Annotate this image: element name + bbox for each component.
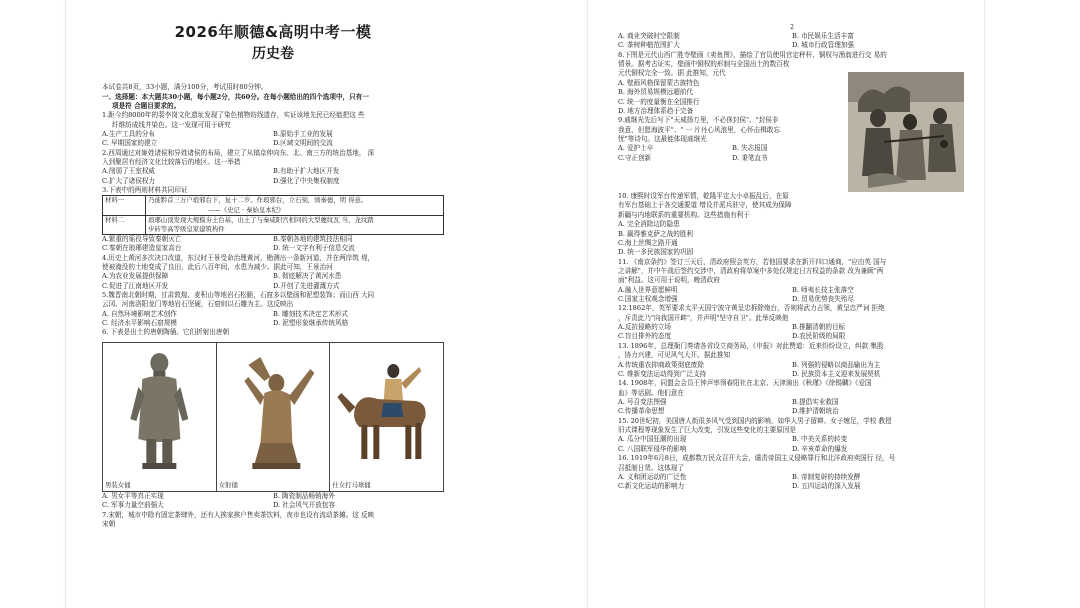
question-stem: 宋朝: [102, 519, 116, 528]
option-b: B. 陶瓷制品畅销海外: [273, 491, 335, 500]
figurine-images: [102, 342, 444, 492]
polo-horse-rider-figurine-image: [330, 347, 443, 475]
question-16: [618, 454, 966, 491]
question-stem: 我意，但愿海波平"、" 一 片丹心风浪里，心怀击楫敢忘: [618, 125, 780, 134]
option-d: D. 辛亥革命的爆发: [792, 444, 848, 453]
question-8: [618, 51, 966, 192]
exam-intro: 本试卷共8页，33小题，满分100分，考试用时80分钟。: [102, 83, 268, 92]
option-a: A.反抗侵略的立场: [618, 323, 672, 332]
question-stem: 15. 20世纪初，美国唐人街很多风气受到国内的影响，如华人男子留辫、女子缠足，学校 教授: [618, 416, 892, 425]
option-c: C.国家主权观念增强: [618, 295, 678, 304]
question-stem: 面"利益。这可用于说明，晚清政府: [618, 276, 720, 285]
option-d: D.维护清朝统治: [792, 407, 839, 416]
question-6: [102, 328, 444, 510]
question-stem: 9.戚继光先后写下"天威扬万里，不必侈封侯"、"封侯非: [618, 116, 779, 125]
option-b: B. 彻底解决了黄河水患: [273, 272, 342, 281]
image-caption: 仕女打马球俑: [332, 480, 371, 489]
option-a: A. 号召变法图强: [618, 397, 667, 406]
figurine-cell-2: [217, 343, 331, 491]
question-2: [102, 149, 444, 186]
question-3: [102, 186, 444, 253]
question-stem: 13. 1896年，总理衙门奏请各省设立商务局，《申报》对此赞道：近来纷纷设立，纠款 集股: [618, 341, 884, 350]
male-attire-female-figurine-image: [103, 347, 216, 475]
option-d: D.农民阶级的局限: [792, 332, 846, 341]
option-a: A. 完全消除边防隐患: [618, 220, 680, 229]
question-stem: 纤维纺成线并染色。这一发现可用于研究: [112, 120, 231, 129]
figurine-cell-3: [330, 343, 443, 491]
option-b: B. 赢得雅克萨之战的胜利: [618, 229, 693, 238]
option-c: C. 统一的度量衡在全国推行: [618, 97, 700, 106]
question-5: [102, 291, 444, 328]
option-b: B. 中美关系的转变: [792, 435, 848, 444]
exam-subtitle: 历史卷: [252, 46, 294, 63]
question-stem: 召抵制日货。这体现了: [618, 463, 684, 472]
material-1-text: 乃徙黔首三万户琅邪台下，复十二岁。作琅邪台，立石刻，颂秦德，明 得意。: [148, 196, 368, 205]
question-7-options: [618, 32, 966, 51]
question-stem: ，协力兴建，可见风气大开。据此推知: [618, 351, 731, 360]
question-stem: 2.西周通过对姬姓诸侯和异姓诸侯的布局，建立了从镐京伸向东、北、南三方的统治基地， 深: [102, 148, 375, 157]
option-c: C. 茶树种植范围扩大: [618, 41, 680, 50]
option-d: D. 泥塑形象继承传统风格: [273, 319, 349, 328]
exam-title: 2026年顺德&高明中考一模: [174, 23, 372, 41]
option-a: A. 男女平等真正实现: [102, 491, 164, 500]
option-c: C.海上丝绸之路开通: [618, 238, 678, 247]
option-c: C. 军事力量空前强大: [102, 501, 164, 510]
option-d: D. 统一文字有利于信息交流: [273, 244, 355, 253]
question-stem: 12.1862年，英军要求太平天国宁波守黄呈忠拆除炮台，否则将武力占领，黄呈忠严词 拒绝: [618, 304, 885, 313]
question-stem: 14. 1908年，同盟会会员王钟声率领春阳社在北京、天津演出《秋瑾》《徐锡麟》《爱国: [618, 379, 872, 388]
question-stem: 元代铜权完全一致。据 此推知，元代: [618, 69, 726, 78]
question-13: [618, 342, 966, 379]
material-table: [102, 195, 444, 234]
material-1-cell: [146, 196, 444, 215]
question-stem: ，斥责此乃"向我国开衅"，并声明"坚守自卫"。此举反映他: [618, 313, 789, 322]
option-a: A. 义和团运动的广泛性: [618, 472, 687, 481]
option-b: B.提倡实业救国: [792, 397, 839, 406]
option-d: D. 地方治理体系趋于完备: [618, 106, 694, 115]
question-stem: 10. 康熙时设军台传递军情，乾隆平定大小卓振乱后，在原: [618, 192, 789, 201]
option-d: D. 贸易优势丧失殆尽: [792, 295, 854, 304]
fish-selling-mural-image: [848, 72, 964, 192]
question-7: [102, 511, 444, 530]
question-11: [618, 258, 966, 305]
option-c: C.秦朝在琅琊建造皇家高台: [102, 244, 182, 253]
option-a: A. 爱护士卒: [618, 144, 654, 153]
option-d: D. 社会风气开放包容: [273, 501, 335, 510]
option-d: D. 统一多民族国家的巩固: [618, 248, 694, 257]
option-a: A.为农业发展提供保障: [102, 272, 169, 281]
option-a: A.繁重的徭役导致秦朝灭亡: [102, 234, 182, 243]
option-d: D. 五四运动的深入发展: [792, 482, 861, 491]
question-15: [618, 417, 966, 454]
option-a: A.生产工具的分布: [102, 129, 156, 138]
option-d: D. 民族资本主义迎来发展契机: [792, 369, 881, 378]
material-2-text: 琅琊山顶发现大规模夯土台基，出土了与秦咸阳宫相同的大型夔纹瓦 当、龙纹踏: [148, 215, 374, 224]
option-c: C. 经济水平影响石窟规模: [102, 319, 177, 328]
question-stem: 3.下表中的两则材料共同印证: [102, 186, 188, 195]
option-d: D. 秉笔直书: [732, 153, 768, 162]
exam-page-1: [66, 0, 458, 608]
option-b: B. 帝制复辟的持续发酵: [792, 472, 861, 481]
question-stem: 6. 下表是出土的唐朝陶俑。它们折射出唐朝: [102, 328, 230, 337]
page-gap: [458, 0, 588, 608]
question-1: [102, 111, 444, 148]
option-a: A. 自然环境影响艺术创作: [102, 309, 177, 318]
question-9: [618, 116, 846, 163]
option-c: C.促进了江南地区开发: [102, 281, 169, 290]
option-b: B. 雕刻技术决定艺术形式: [273, 309, 348, 318]
question-10: [618, 192, 966, 258]
material-2-label: 材料二: [103, 215, 146, 234]
material-1-label: 材料一: [103, 196, 146, 215]
page-number: 2: [790, 24, 794, 31]
option-c: C. 维新变法运动得到广泛支持: [618, 369, 707, 378]
option-a: A. 商业突破时空限制: [618, 32, 680, 40]
option-b: B. 列强的侵略以商品输出为主: [792, 360, 881, 369]
material-1-source: ——《史记 · 秦始皇本纪》: [208, 205, 285, 214]
option-b: B.推翻清朝的目标: [792, 323, 846, 332]
option-c: C.扩大了诸侯权力: [102, 176, 156, 185]
question-stem: 忧"等诗句。这最能体现戚继光: [618, 134, 707, 143]
image-caption: 女射俑: [218, 480, 238, 489]
question-4: [102, 254, 444, 291]
option-c: C.新文化运动的影响力: [618, 482, 685, 491]
option-a: A.削弱了王室权威: [102, 167, 156, 176]
question-stem: 之讲解"，并中午战后签约交涉中，清政府将草案中多处仅规定日方权益的条款 改为兼顾"两: [618, 266, 884, 275]
image-caption: 男装女俑: [105, 480, 131, 489]
figurine-cell-1: [103, 343, 217, 491]
question-stem: 4.历史上黄河多次决口改道，东汉时王景受命治理黄河，勘测出一条新河道，并在两岸筑 堤，: [102, 253, 375, 262]
section-heading-line1: 一、选择题：本大题共30小题，每小题2分，共60分。在每小题给出的四个选项中，只有一: [102, 92, 369, 101]
option-a: A. 壁画风格保留蒙古族特色: [618, 78, 700, 87]
option-a: A. 瓜分中国狂潮的出现: [618, 435, 687, 444]
question-stem: 新疆与内地联系的重要机构。这些措施有利于: [618, 210, 750, 219]
question-stem: 有军台基础上于各交通要道 增设并派兵驻守，使其成为保障: [618, 201, 792, 210]
option-c: C. 早期国家的建立: [102, 139, 158, 148]
question-14: [618, 379, 966, 416]
question-stem: 5.魏晋南北朝时期，甘肃敦煌、麦积山等地岩石松脆，石窟多以壁画和泥塑装饰；而山西 大同: [102, 291, 375, 300]
question-stem: 11. 《南京条约》签订三天后，清政府照会英方，若他国要求在新开四口通商，"应由英 国与: [618, 257, 887, 266]
question-stem: 7.宋朝，城市中除有固定茶肆外，还有人挨家挨户售卖茶饮料，夜市也设有流动茶摊。这 反映: [102, 510, 375, 519]
question-stem: 1.距今约8000年的裴李岗文化遗址发现了染色植物纺线遗存，实证该地先民已经能把这 些: [102, 111, 365, 120]
option-c: C.传播革命思想: [618, 407, 665, 416]
option-a: A.传统重农抑商政策彻底废除: [618, 360, 704, 369]
question-12: [618, 304, 966, 341]
option-b: B.秦朝各地的建筑技法相同: [273, 234, 353, 243]
option-c: C.盲目排外的态度: [618, 332, 672, 341]
option-d: D.强化了中央集权制度: [273, 176, 340, 185]
option-d: D. 城市行政管理加强: [792, 41, 854, 50]
option-a: A.融入世界意愿鲜明: [618, 285, 678, 294]
section-heading-line2: 项是符 合题目要求的。: [112, 101, 181, 110]
question-stem: 入到聚居有经济文化比较落后的地区。这一举措: [102, 158, 241, 167]
option-b: B. 失志报国: [732, 144, 768, 153]
question-stem: 血》等话剧。他们意在: [618, 388, 684, 397]
option-b: B. 海外贸易规模远超前代: [618, 88, 693, 97]
question-stem: 云冈、河南洛阳龙门等地岩石坚硬，石窟则以石雕为主。这反映出: [102, 300, 294, 309]
question-stem: 8.下图是元代山西广胜寺壁画《卖鱼图》，描绘了官员使用官定秤杆、铜权与渔翁进行交 易的: [618, 50, 887, 59]
question-stem: 16. 1919年6月8日，成都数万民众召开大会，谴责帝国主义侵略罪行和北洋政府卖国行 径，号: [618, 454, 896, 463]
option-d: D.区域文明间的交流: [273, 139, 333, 148]
option-b: B.有助于扩大地区开发: [273, 167, 340, 176]
option-b: B.原始手工业的发展: [273, 129, 333, 138]
option-d: D.开创了先进灌溉方式: [273, 281, 340, 290]
option-b: B. 师夷长技主张落空: [792, 285, 854, 294]
exam-page-2: [588, 0, 984, 608]
material-2-text: 步砖等高等级皇家建筑构件: [148, 224, 225, 233]
female-archer-figurine-image: [217, 347, 330, 475]
material-2-cell: [146, 215, 444, 234]
option-c: C. 八国联军侵华的影响: [618, 444, 687, 453]
option-b: B. 市民娱乐生活丰富: [792, 32, 854, 40]
question-stem: 旧式课程等现象发生了巨大改变，引发这些变化的主要原因是: [618, 426, 797, 435]
question-stem: 情景。据考古证实，壁画中铜权的形制与全国出土的数百枚: [618, 60, 790, 69]
question-stem: 使被淹没的土地变成了良田，此后八百年间，水患为减少。据此可知，王景治河: [102, 262, 333, 271]
option-c: C.守正创新: [618, 153, 652, 162]
